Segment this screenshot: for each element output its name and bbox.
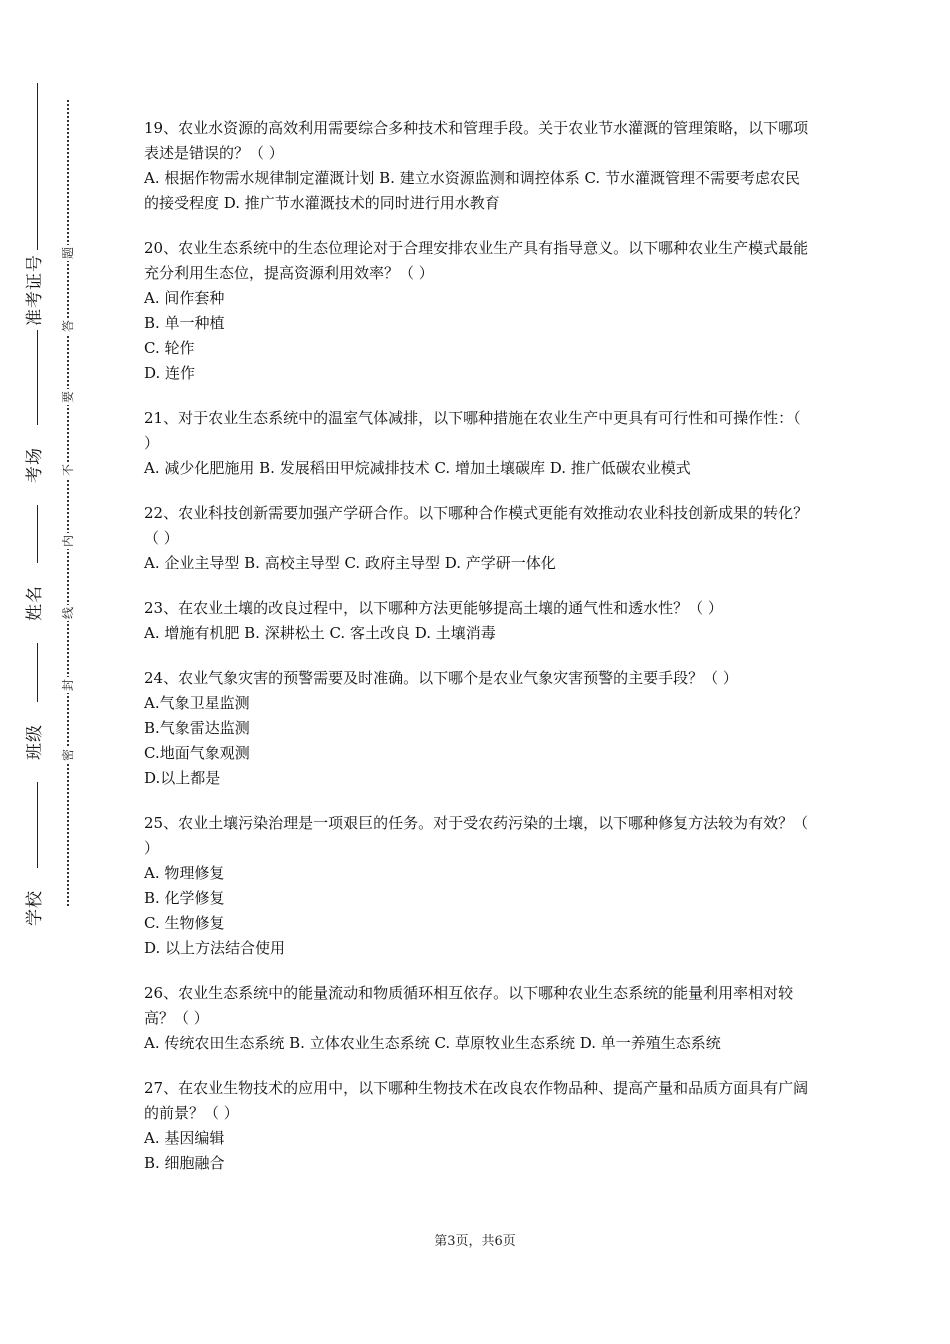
seal-char: 密 — [61, 749, 75, 762]
question-stem: 26、农业生态系统中的能量流动和物质循环相互依存。以下哪种农业生态系统的能量利用率相对较高？（ ） — [144, 984, 794, 1027]
question-26 — [144, 981, 809, 1056]
option-c: C.地面气象观测 — [144, 744, 250, 762]
question-options: A. 传统农田生态系统 B. 立体农业生态系统 C. 草原牧业生态系统 D. 单一养殖生态系统 — [144, 1034, 721, 1052]
question-options: A. 减少化肥施用 B. 发展稻田甲烷减排技术 C. 增加土壤碳库 D. 推广低碳农业模式 — [144, 459, 691, 477]
question-19 — [144, 116, 809, 216]
question-stem: 23、在农业土壤的改良过程中，以下哪种方法更能够提高土壤的通气性和透水性？（ ） — [144, 599, 723, 617]
exam-number-label: 准考证号 — [25, 250, 45, 330]
seal-char: 答 — [61, 320, 75, 333]
class-label: 班级 — [25, 702, 45, 782]
option-a: A. 间作套种 — [144, 289, 225, 307]
option-d: D.以上都是 — [144, 769, 221, 787]
option-c: C. 生物修复 — [144, 914, 225, 932]
seal-char: 不 — [61, 464, 75, 477]
option-a: A.气象卫星监测 — [144, 694, 250, 712]
question-stem: 25、农业土壤污染治理是一项艰巨的任务。对于受农药污染的土壤，以下哪种修复方法较为有效？（ ） — [144, 814, 809, 857]
question-stem: 19、农业水资源的高效利用需要综合多种技术和管理手段。关于农业节水灌溉的管理策略，以下哪项表述是错误的？（ ） — [144, 119, 809, 162]
seal-char: 封 — [61, 679, 75, 692]
school-label: 学校 — [25, 868, 45, 948]
option-b: B. 化学修复 — [144, 889, 225, 907]
seal-char: 要 — [61, 391, 75, 404]
name-label: 姓名 — [25, 563, 45, 643]
question-stem: 20、农业生态系统中的生态位理论对于合理安排农业生产具有指导意义。以下哪种农业生产模式最能充分利用生态位，提高资源利用效率？（ ） — [144, 239, 809, 282]
question-stem: 27、在农业生物技术的应用中，以下哪种生物技术在改良农作物品种、提高产量和品质方面具有广阔的前景？（ ） — [144, 1079, 809, 1122]
seal-char: 内 — [61, 535, 75, 548]
question-21 — [144, 406, 809, 481]
question-23 — [144, 596, 809, 646]
question-24 — [144, 666, 809, 791]
question-options: A. 根据作物需水规律制定灌溉计划 B. 建立水资源监测和调控体系 C. 节水灌溉管理不需要考虑农民的接受程度 D. 推广节水灌溉技术的同时进行用水教育 — [144, 169, 800, 212]
question-options: A. 增施有机肥 B. 深耕松土 C. 客土改良 D. 土壤消毒 — [144, 624, 496, 642]
question-27 — [144, 1076, 809, 1176]
question-20 — [144, 236, 809, 386]
option-d: D. 以上方法结合使用 — [144, 939, 286, 957]
option-b: B. 单一种植 — [144, 314, 225, 332]
option-b: B. 细胞融合 — [144, 1154, 225, 1172]
question-list — [144, 116, 809, 1196]
option-d: D. 连作 — [144, 364, 196, 382]
seal-dotted-line — [67, 100, 69, 906]
option-a: A. 物理修复 — [144, 864, 225, 882]
question-25 — [144, 811, 809, 961]
exam-room-label: 考场 — [25, 425, 45, 505]
option-c: C. 轮作 — [144, 339, 195, 357]
option-a: A. 基因编辑 — [144, 1129, 225, 1147]
question-stem: 24、农业气象灾害的预警需要及时准确。以下哪个是农业气象灾害预警的主要手段？（ ） — [144, 669, 738, 687]
seal-char: 线 — [61, 607, 75, 620]
option-b: B.气象雷达监测 — [144, 719, 250, 737]
question-stem: 21、对于农业生态系统中的温室气体减排，以下哪种措施在农业生产中更具有可行性和可操作性：（ ） — [144, 409, 801, 452]
question-stem: 22、农业科技创新需要加强产学研合作。以下哪种合作模式更能有效推动农业科技创新成果的转化？（ ） — [144, 504, 809, 547]
seal-char: 题 — [61, 247, 75, 260]
page-number: 第3页，共6页 — [434, 1234, 516, 1249]
question-22 — [144, 501, 809, 576]
question-options: A. 企业主导型 B. 高校主导型 C. 政府主导型 D. 产学研一体化 — [144, 554, 556, 572]
